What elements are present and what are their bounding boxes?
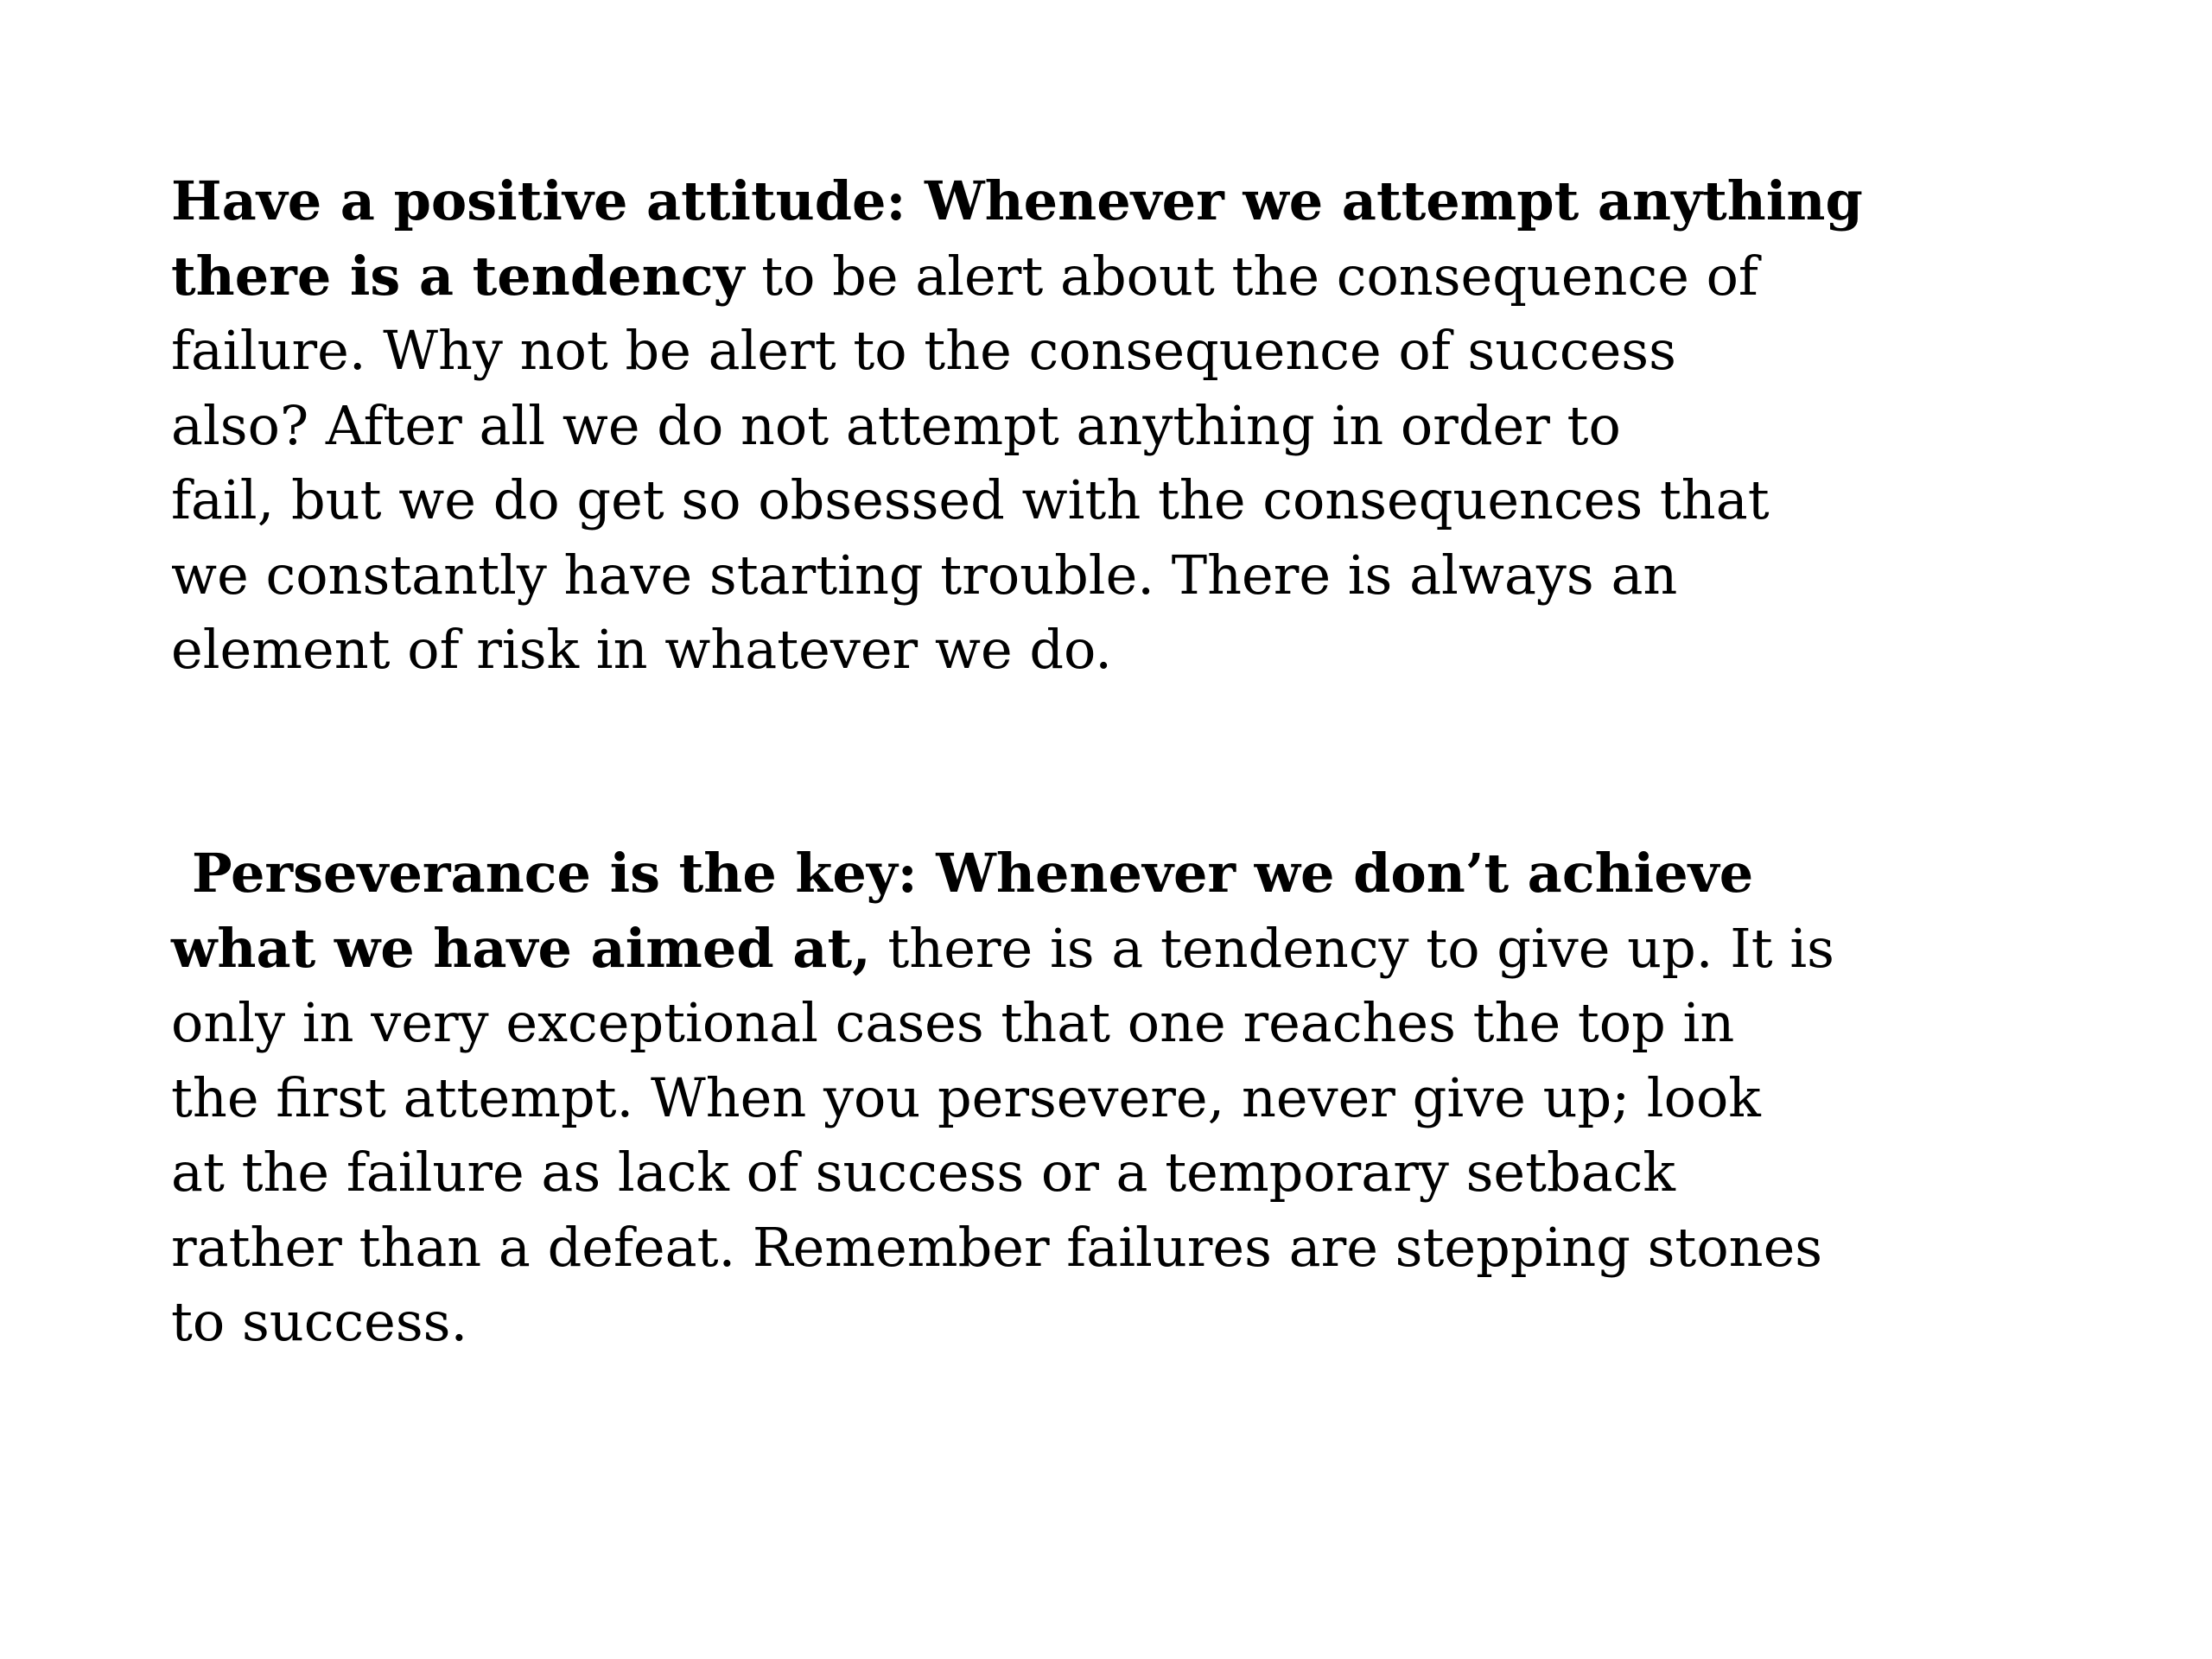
text-line [171, 912, 2107, 987]
regular-text: only in very exceptional cases that one reaches the top in [171, 991, 1735, 1054]
bold-text: there is a tendency [171, 244, 745, 308]
bold-text: Have a positive attitude: Whenever we attempt anything [171, 169, 1863, 232]
regular-text: also? After all we do not attempt anything in order to [171, 393, 1621, 457]
bold-text: what we have aimed at, [171, 916, 871, 980]
regular-text: element of risk in whatever we do. [171, 618, 1112, 681]
regular-text: failure. Why not be alert to the consequence of success [171, 319, 1676, 382]
text-line [171, 389, 2107, 464]
text-line [171, 1211, 2107, 1286]
paragraph-perseverance [171, 836, 2107, 1360]
regular-text: there is a tendency to give up. It is [870, 916, 1834, 980]
text-line [171, 1285, 2107, 1360]
text-line [171, 1135, 2107, 1211]
text-line [171, 1061, 2107, 1136]
regular-text: fail, but we do get so obsessed with the consequences that [171, 468, 1770, 531]
regular-text: we constantly have starting trouble. There is always an [171, 543, 1678, 607]
regular-text: at the failure as lack of success or a temporary setback [171, 1141, 1675, 1204]
regular-text: the first attempt. When you persevere, never give up; look [171, 1065, 1761, 1129]
regular-text: to be alert about the consequence of [744, 244, 1758, 308]
text-line [171, 314, 2107, 389]
text-line [171, 239, 2107, 315]
text-line [171, 836, 2107, 912]
text-line [171, 164, 2107, 239]
regular-text: rather than a defeat. Remember failures are stepping stones [171, 1215, 1823, 1279]
text-line [171, 613, 2107, 688]
paragraph-positive-attitude [171, 164, 2107, 688]
bold-text: Perseverance is the key: Whenever we don’t achieve [192, 842, 1754, 905]
text-line [171, 463, 2107, 538]
regular-text: to success. [171, 1290, 468, 1353]
text-line [171, 538, 2107, 613]
text-line [171, 986, 2107, 1061]
